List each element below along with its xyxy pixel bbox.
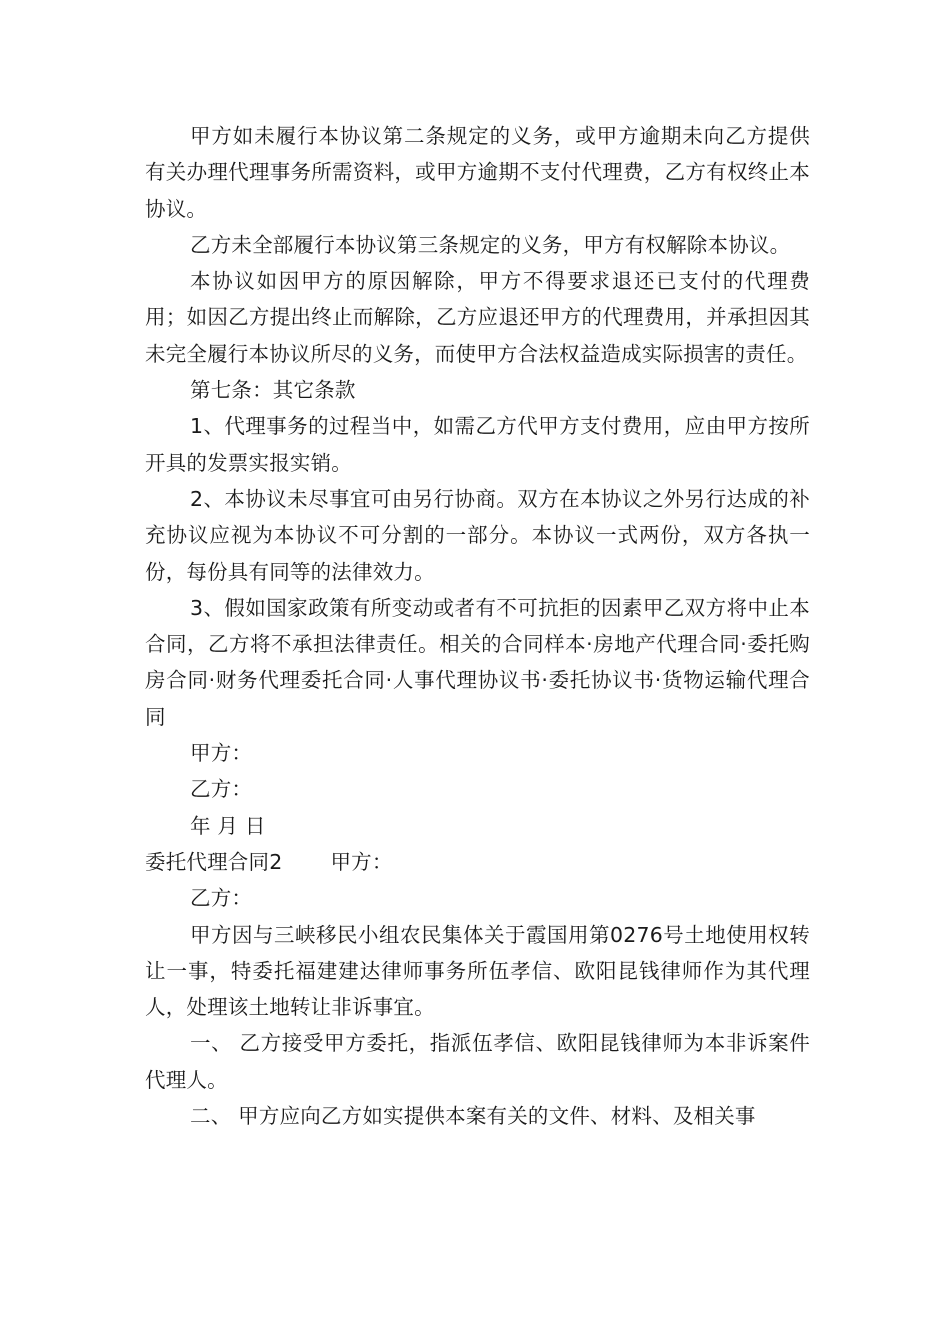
- document-body: [145, 118, 810, 1134]
- contract-2-intro: 甲方因与三峡移民小组农民集体关于霞国用第0276号土地使用权转让一事，特委托福建建达律师事务所伍孝信、欧阳昆钱律师作为其代理人，处理该土地转让非诉事宜。: [145, 922, 810, 1020]
- clause-3: 3、假如国家政策有所变动或者有不可抗拒的因素甲乙双方将中止本合同，乙方将不承担法律责任。相关的合同样本·房地产代理合同·委托购房合同·财务代理委托合同·人事代理协议书·委托协议书·货物运输代理合同: [145, 595, 810, 729]
- contract-2-clause-1: 一、 乙方接受甲方委托，指派伍孝信、欧阳昆钱律师为本非诉案件代理人。: [145, 1031, 810, 1092]
- contract-2-header: [145, 844, 810, 880]
- clause-1: 1、代理事务的过程当中，如需乙方代甲方支付费用，应由甲方按所开具的发票实报实销。: [145, 414, 810, 475]
- contract-2-title: 委托代理合同2: [145, 849, 283, 874]
- paragraph-termination-by-party-b: 甲方如未履行本协议第二条规定的义务，或甲方逾期未向乙方提供有关办理代理事务所需资料，或甲方逾期不支付代理费，乙方有权终止本协议。: [145, 124, 810, 221]
- clause-2: 2、本协议未尽事宜可由另行协商。双方在本协议之外另行达成的补充协议应视为本协议不可分割的一部分。本协议一式两份，双方各执一份，每份具有同等的法律效力。: [145, 486, 810, 584]
- contract-2-clause-2: 二、 甲方应向乙方如实提供本案有关的文件、材料、及相关事: [190, 1104, 756, 1129]
- signature-party-a: 甲方：: [190, 741, 253, 766]
- section-heading-article-7: 第七条：其它条款: [190, 378, 356, 403]
- paragraph-termination-by-party-a: 乙方未全部履行本协议第三条规定的义务，甲方有权解除本协议。: [190, 232, 791, 257]
- paragraph-refund-terms: 本协议如因甲方的原因解除，甲方不得要求退还已支付的代理费用；如因乙方提出终止而解除，乙方应退还甲方的代理费用，并承担因其未完全履行本协议所尽的义务，而使甲方合法权益造成实际损害的责任。: [145, 269, 810, 366]
- contract-2-party-b: 乙方：: [190, 886, 253, 911]
- signature-party-b: 乙方：: [190, 777, 253, 802]
- signature-date: 年 月 日: [190, 813, 266, 838]
- contract-2-party-a: 甲方：: [330, 849, 393, 874]
